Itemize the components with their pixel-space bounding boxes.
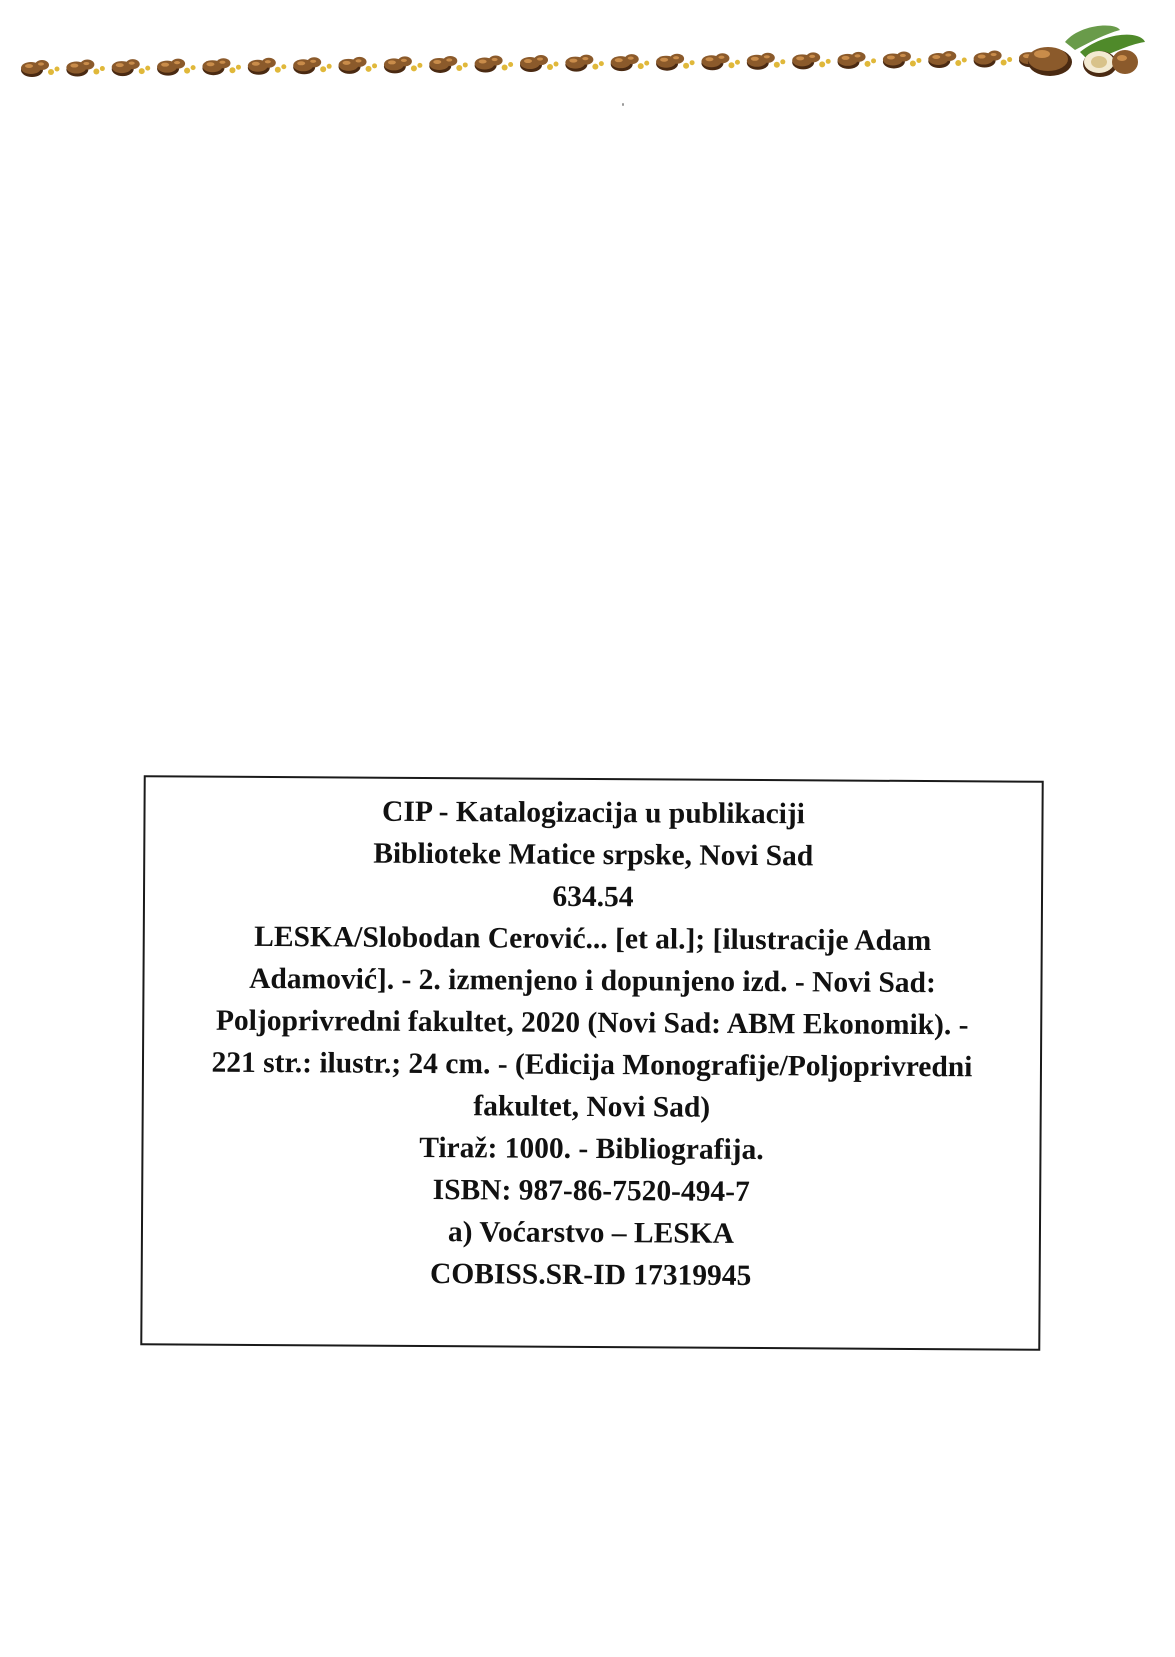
hazelnut-cluster	[928, 51, 967, 68]
cip-record-line: fakultet, Novi Sad)	[473, 1090, 711, 1124]
hazelnut-border-decoration	[20, 22, 1150, 90]
cip-record-line: Poljoprivredni fakultet, 2020 (Novi Sad: ABM Ekonomik). -	[215, 1004, 969, 1042]
cip-content	[143, 789, 1042, 1298]
hazelnut-cluster	[112, 59, 150, 76]
hazelnut-cluster	[701, 53, 740, 70]
scan-speck	[622, 103, 624, 106]
hazelnut-cluster	[475, 56, 514, 73]
cip-heading: CIP - Katalogizacija u publikaciji	[381, 795, 806, 831]
hazelnut-cluster	[339, 57, 378, 74]
cip-record-line: LESKA/Slobodan Cerović... [et al.]; [ilustracije Adam	[254, 920, 932, 958]
hazelnut-cluster	[202, 58, 241, 75]
hazelnut-cluster	[157, 59, 196, 76]
hazelnut-cluster	[883, 51, 922, 68]
hazelnut-cluster	[520, 55, 559, 72]
hazelnut-cluster	[293, 57, 332, 74]
hazelnut-leaf-icon	[1028, 26, 1145, 77]
cip-catalog-box	[140, 775, 1043, 1350]
hazelnut-cluster	[384, 56, 423, 73]
hazelnut-cluster	[656, 54, 695, 71]
hazelnut-cluster	[248, 58, 287, 75]
cip-library: Biblioteke Matice srpske, Novi Sad	[373, 837, 814, 873]
hazelnut-cluster	[21, 60, 60, 77]
cip-record-line: Adamović]. - 2. izmenjeno i dopunjeno izd. - Novi Sad:	[249, 962, 936, 1000]
cip-isbn: ISBN: 987-86-7520-494-7	[432, 1174, 750, 1208]
hazelnut-cluster	[565, 55, 604, 72]
cip-cobiss-id: COBISS.SR-ID 17319945	[429, 1258, 752, 1292]
hazelnut-cluster	[838, 52, 877, 69]
cip-print-run: Tiraž: 1000. - Bibliografija.	[419, 1131, 764, 1167]
cip-udc: 634.54	[552, 880, 634, 914]
hazelnut-cluster	[792, 52, 831, 69]
hazelnut-cluster	[429, 56, 468, 73]
cip-record-line: 221 str.: ilustr.; 24 cm. - (Edicija Monografije/Poljoprivredni	[211, 1046, 973, 1084]
hazelnut-cluster	[611, 54, 650, 71]
hazelnut-cluster	[66, 60, 105, 77]
hazelnut-cluster	[747, 53, 786, 70]
cip-subject: a) Voćarstvo – LESKA	[447, 1216, 735, 1250]
hazelnut-cluster	[974, 51, 1013, 68]
